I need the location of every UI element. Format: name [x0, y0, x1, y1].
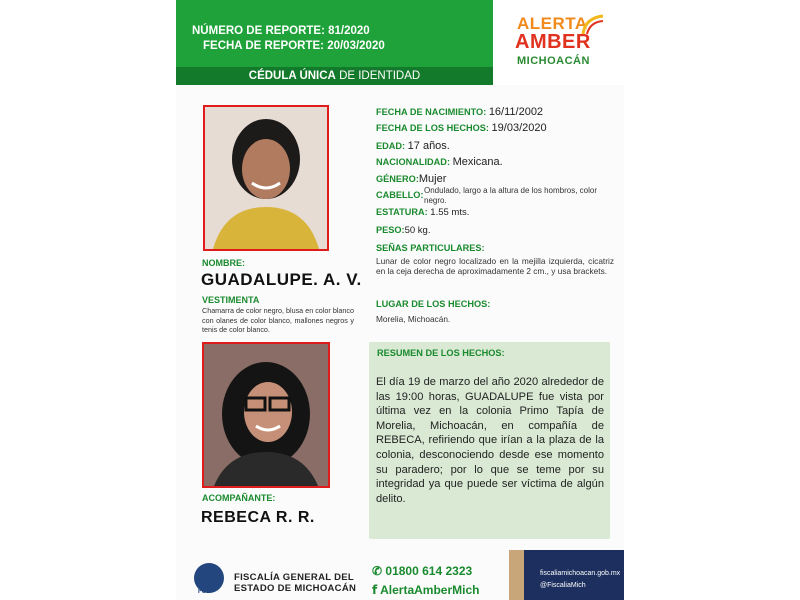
logo-word-amber: AMBER	[515, 31, 591, 53]
nationality-label: NACIONALIDAD:	[376, 157, 451, 167]
person-name: GUADALUPE. A. V.	[201, 270, 362, 289]
clothing-text: Chamarra de color negro, blusa en color blanco con olanes de color blanco, mallones negros y tenis de color blanco.	[202, 306, 354, 334]
summary-title: RESUMEN DE LOS HECHOS:	[377, 348, 505, 358]
report-number-label: NÚMERO DE REPORTE:	[192, 25, 325, 37]
agency-name	[234, 572, 356, 594]
clothing-label: VESTIMENTA	[202, 295, 260, 305]
cedula-rest: DE IDENTIDAD	[335, 70, 421, 82]
facebook-icon: f	[372, 583, 378, 597]
report-number-value: 81/2020	[328, 25, 370, 37]
footer-accent-stripe	[509, 550, 524, 600]
cedula-title	[176, 67, 493, 85]
companion-photo	[202, 342, 330, 488]
website-link[interactable]: fiscaliamichoacan.gob.mx	[540, 570, 621, 577]
events-date-label: FECHA DE LOS HECHOS:	[376, 123, 489, 133]
companion-portrait-icon	[204, 344, 328, 486]
birth-date-field	[376, 106, 543, 118]
name-label: NOMBRE:	[202, 258, 245, 268]
hair-label: CABELLO:	[376, 190, 424, 200]
birth-date-value: 16/11/2002	[488, 106, 544, 118]
companion-label: ACOMPAÑANTE:	[202, 493, 276, 503]
events-date-value: 19/03/2020	[491, 122, 547, 134]
place-value: Morelia, Michoacán.	[376, 314, 451, 324]
phone-contact	[372, 564, 472, 578]
marks-field	[376, 243, 485, 253]
report-date-value: 20/03/2020	[327, 40, 385, 52]
report-date-label: FECHA DE REPORTE:	[203, 40, 324, 52]
fge-seal-text: FGE	[198, 589, 211, 595]
nationality-field	[376, 156, 503, 168]
hair-value: Ondulado, largo a la altura de los hombros, color negro.	[424, 186, 597, 205]
missing-person-photo	[203, 105, 329, 251]
age-label: EDAD:	[376, 141, 406, 151]
marks-label: SEÑAS PARTICULARES:	[376, 243, 485, 253]
companion-name: REBECA R. R.	[201, 509, 315, 526]
missing-person-poster	[176, 0, 624, 600]
place-label: LUGAR DE LOS HECHOS:	[376, 299, 491, 309]
report-date	[203, 40, 385, 52]
logo-word-michoacan: MICHOACÁN	[517, 55, 590, 67]
weight-field	[376, 225, 430, 236]
marks-value: Lunar de color negro localizado en la mejilla izquierda, cicatriz en la ceja derecha de aproximadamente 2 cm., y usa brackets.	[376, 256, 614, 276]
weight-label: PESO:	[376, 225, 405, 235]
whatsapp-icon: ✆	[372, 564, 383, 578]
age-value: 17 años.	[407, 140, 450, 152]
summary-text: El día 19 de marzo del año 2020 alrededor de las 19:00 horas, GUADALUPE fue vista por última vez en la colonia Primo Tapía de Morelia, Michoacán, en compañía de REBECA, refiriendo que irían a la plaza de la colonia, desconociendo desde ese momento su paradero; por lo que se teme por su integridad ya que puede ser víctima de algún delito.	[376, 376, 604, 505]
events-date-field	[376, 122, 547, 134]
place-field	[376, 299, 490, 309]
facebook-handle: AlertaAmberMich	[380, 583, 480, 597]
height-label: ESTATURA:	[376, 207, 428, 217]
age-field	[376, 140, 450, 152]
facebook-contact	[372, 583, 479, 597]
height-value: 1.55 mts.	[430, 207, 470, 218]
nationality-value: Mexicana.	[452, 156, 503, 168]
twitter-handle[interactable]: @FiscaliaMich	[540, 582, 586, 589]
gender-label: GÉNERO:	[376, 174, 419, 184]
alerta-amber-logo	[493, 0, 624, 85]
person-portrait-icon	[205, 107, 327, 249]
logo-word-alerta: ALERTA	[517, 14, 588, 33]
summary-box	[369, 342, 610, 539]
birth-date-label: FECHA DE NACIMIENTO:	[376, 107, 487, 117]
hair-field	[376, 190, 423, 200]
agency-line-1: FISCALÍA GENERAL DEL	[234, 572, 355, 583]
logo-swoosh-icon	[581, 14, 605, 36]
weight-value: 50 kg.	[404, 225, 431, 236]
height-field	[376, 207, 469, 218]
agency-line-2: ESTADO DE MICHOACÁN	[234, 583, 357, 594]
cedula-bold: CÉDULA ÚNICA	[248, 70, 336, 82]
phone-number: 01800 614 2323	[385, 564, 473, 578]
gender-field	[376, 173, 446, 185]
gender-value: Mujer	[418, 173, 447, 185]
report-number	[192, 25, 370, 37]
